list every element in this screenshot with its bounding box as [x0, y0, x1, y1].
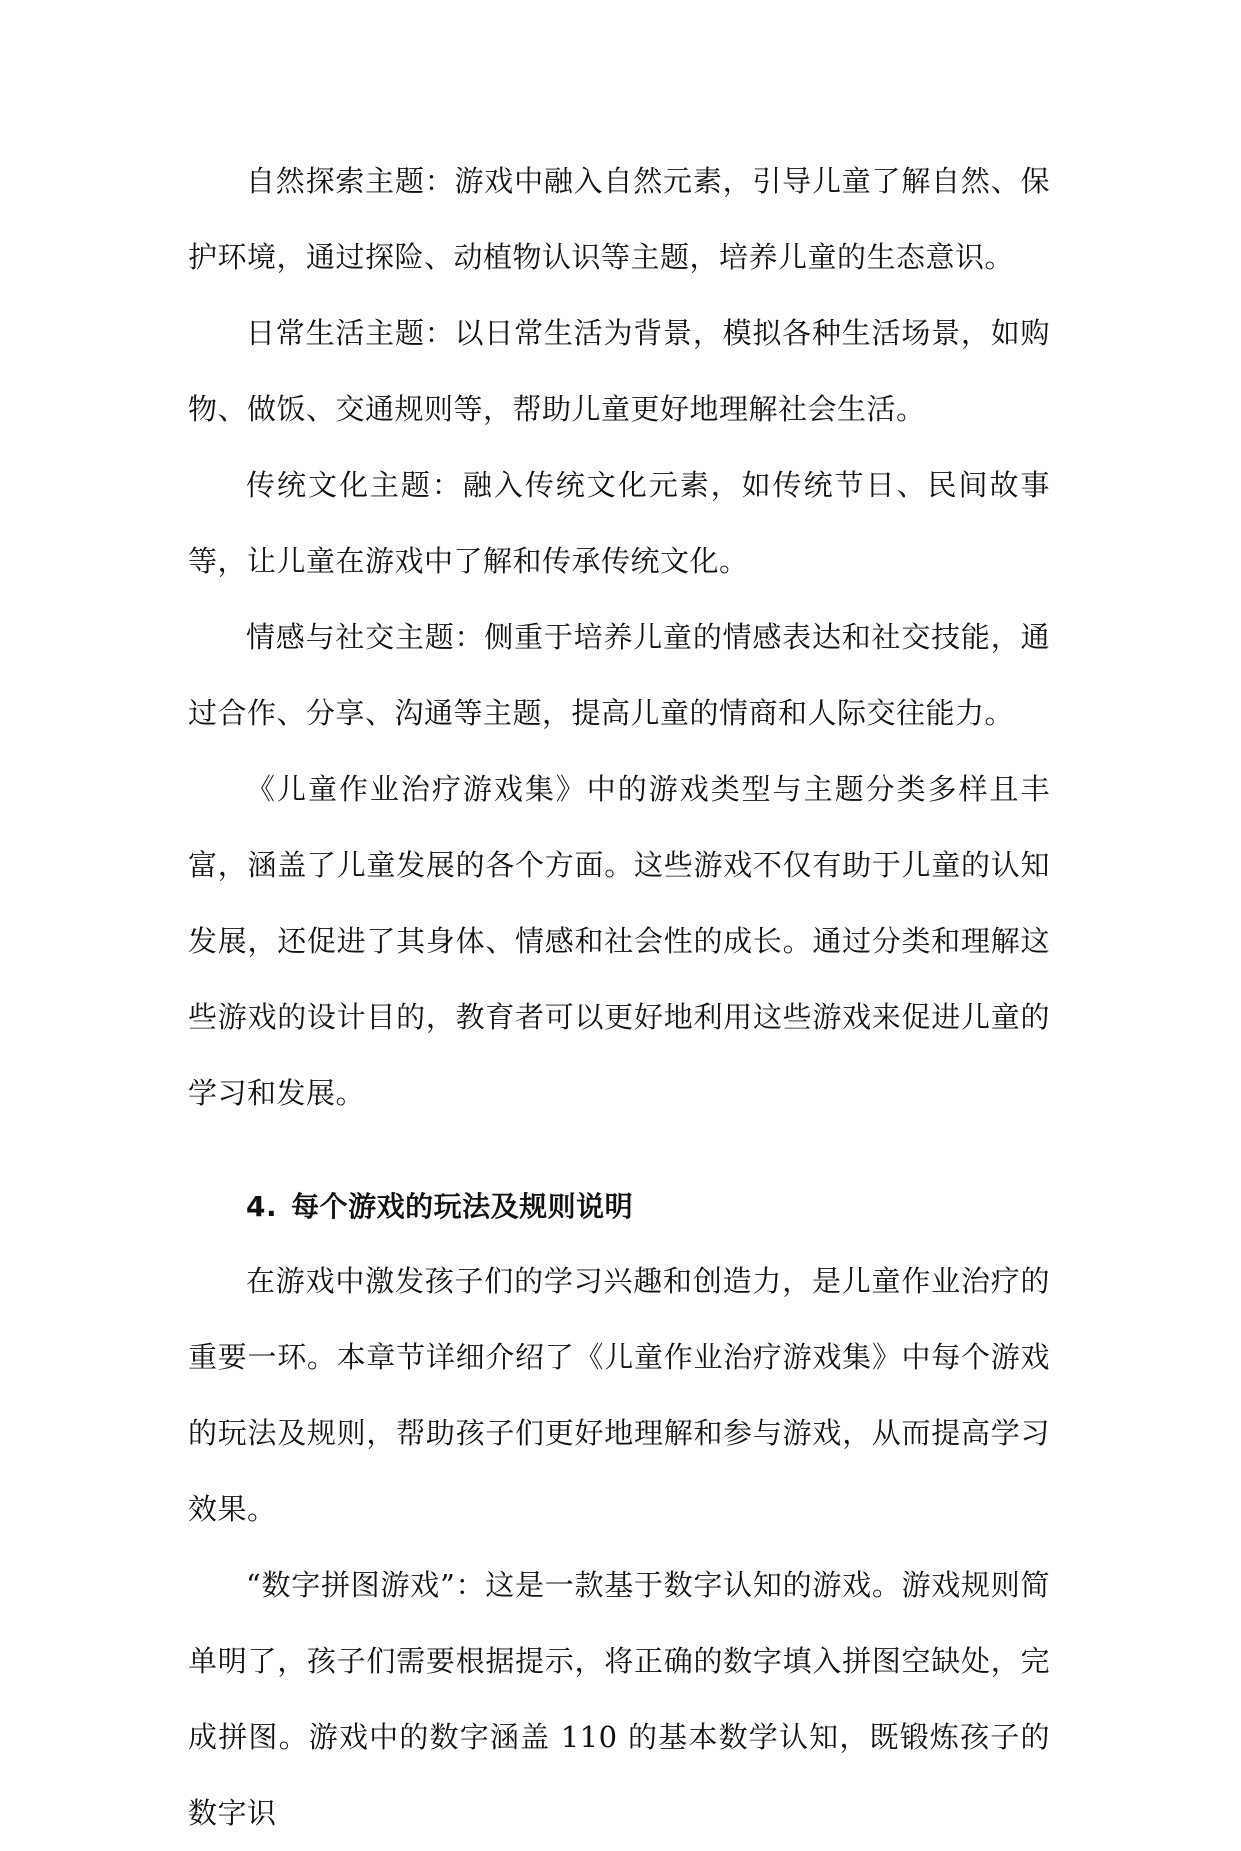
paragraph-section-intro: 在游戏中激发孩子们的学习兴趣和创造力，是儿童作业治疗的重要一环。本章节详细介绍了《儿童作业治疗游戏集》中每个游戏的玩法及规则，帮助孩子们更好地理解和参与游戏，从而提高学习效果。 — [188, 1264, 1050, 1526]
paragraph-traditional-culture-theme: 传统文化主题：融入传统文化元素，如传统节日、民间故事等，让儿童在游戏中了解和传承传统文化。 — [188, 468, 1050, 578]
section-number: 4. — [246, 1190, 278, 1223]
paragraph-summary: 《儿童作业治疗游戏集》中的游戏类型与主题分类多样且丰富，涵盖了儿童发展的各个方面。这些游戏不仅有助于儿童的认知发展，还促进了其身体、情感和社会性的成长。通过分类和理解这些游戏的设计目的，教育者可以更好地利用这些游戏来促进儿童的学习和发展。 — [188, 772, 1050, 1110]
paragraph-nature-theme: 自然探索主题：游戏中融入自然元素，引导儿童了解自然、保护环境，通过探险、动植物认识等主题，培养儿童的生态意识。 — [188, 164, 1050, 274]
paragraph-daily-life-theme: 日常生活主题：以日常生活为背景，模拟各种生活场景，如购物、做饭、交通规则等，帮助儿童更好地理解社会生活。 — [188, 316, 1050, 426]
paragraph-number-puzzle: “数字拼图游戏”：这是一款基于数字认知的游戏。游戏规则简单明了，孩子们需要根据提示，将正确的数字填入拼图空缺处，完成拼图。游戏中的数字涵盖 110 的基本数学认知，既锻炼孩子的数字识 — [188, 1568, 1050, 1830]
document-body — [188, 143, 1050, 1851]
section-title: 每个游戏的玩法及规则说明 — [291, 1190, 634, 1223]
section-heading — [188, 1175, 1050, 1239]
paragraph-emotion-social-theme: 情感与社交主题：侧重于培养儿童的情感表达和社交技能，通过合作、分享、沟通等主题，提高儿童的情商和人际交往能力。 — [188, 620, 1050, 730]
